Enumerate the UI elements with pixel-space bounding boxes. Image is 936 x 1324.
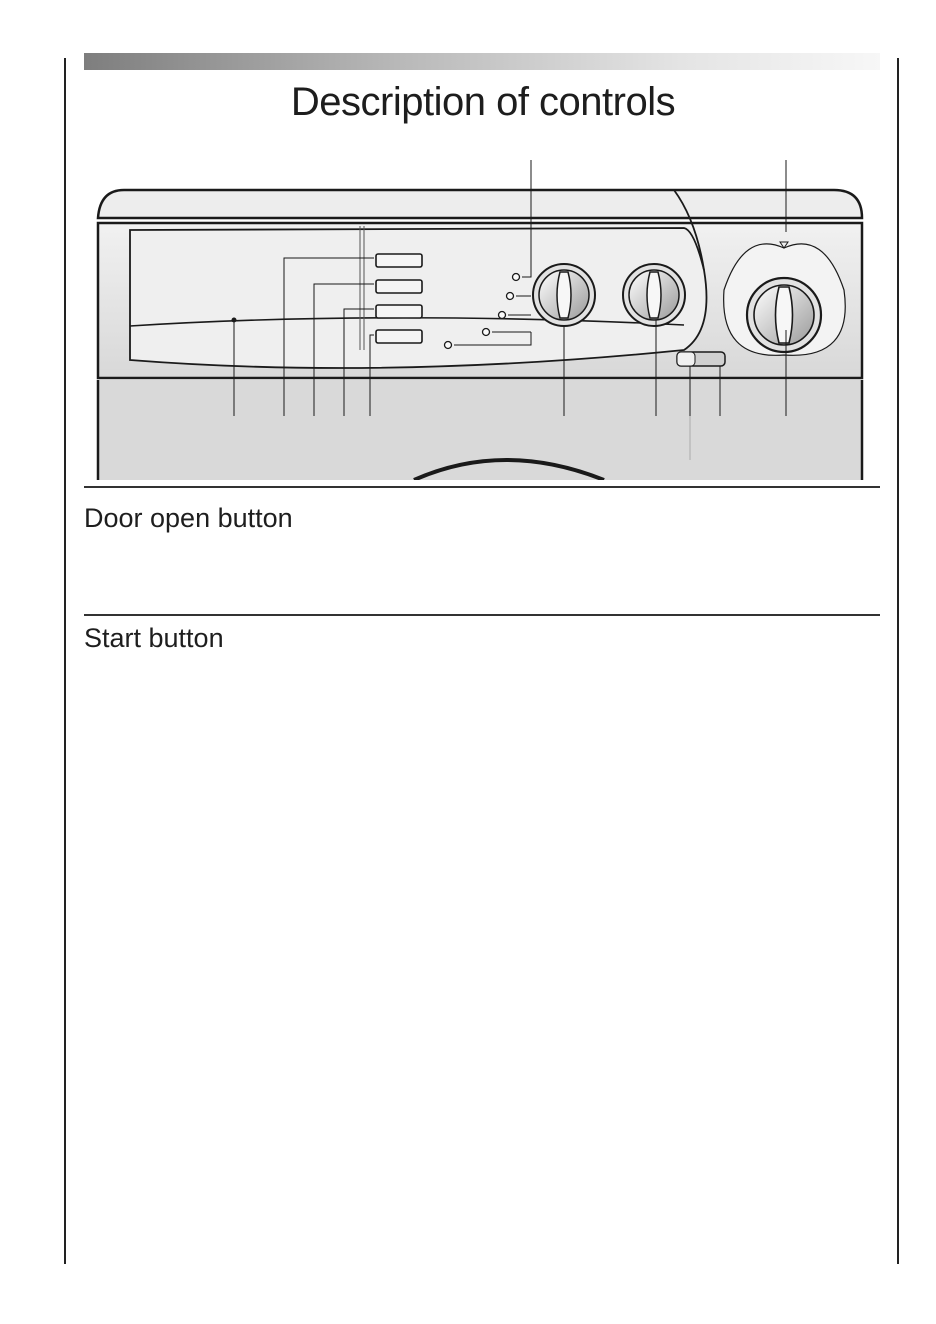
door-open-button-dot — [232, 318, 237, 323]
right-margin-line — [897, 58, 899, 1264]
section-divider-1 — [84, 486, 880, 488]
section-heading-door-open: Door open button — [84, 503, 293, 533]
spin-speed-knob — [533, 264, 595, 326]
page-title: Description of controls — [290, 80, 676, 124]
section-divider-2 — [84, 614, 880, 616]
header-gradient-bar — [84, 53, 880, 70]
programme-selector-dial — [724, 242, 846, 355]
start-button — [677, 352, 725, 366]
left-margin-line — [64, 58, 66, 1264]
control-panel-illustration — [84, 150, 880, 480]
temperature-knob — [623, 264, 685, 326]
machine-top-lid — [98, 190, 862, 218]
section-heading-start: Start button — [84, 623, 224, 653]
machine-front-body — [98, 380, 862, 480]
